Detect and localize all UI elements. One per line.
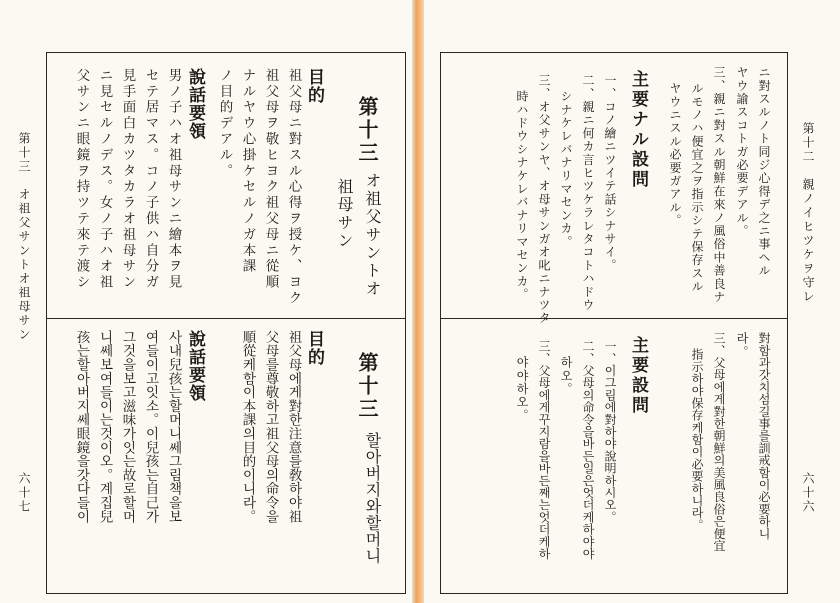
right-bottom-item3-line: 三、父母에게對한朝鮮의美風良俗은便宜 xyxy=(712,332,726,552)
right-margin-title: 第十二 親ノイヒツケヲ守レ xyxy=(801,122,815,304)
left-bottom-story-line: 孩는할아버지쎄眼鏡을갓다들이 xyxy=(73,330,90,524)
right-bottom-question-line: 一、이그림에對하야說明하시오。 xyxy=(603,340,617,523)
right-top-question-line: 一、コノ繪ニツイテ話シナサイ。 xyxy=(603,74,617,272)
left-top-story-heading: 說話要領 xyxy=(185,68,205,140)
left-bottom-story-heading: 說話要領 xyxy=(185,330,205,402)
right-top-question-line: 時ハドウシナケレバナリマセンカ。 xyxy=(515,90,529,302)
left-bottom-lesson-number: 第十三 xyxy=(355,352,379,421)
right-top-continuation-line: ニ對スルノト同ジ心得デ之ニ事ヘル xyxy=(757,66,771,278)
left-bottom-story-line: 니쎄보여들이는것이오。계집兒 xyxy=(96,330,113,524)
left-top-story-line: 男ノ子ハオ祖母サンニ繪本ヲ見 xyxy=(165,68,182,291)
right-bottom-question-line: 하오。 xyxy=(559,356,573,396)
left-top-lesson-title-2: 祖母サン xyxy=(335,178,354,250)
left-bottom-story-line: 여들이고잇소。이兒孩는自己가 xyxy=(142,330,159,524)
left-bottom-lesson-title: 할아버지와할머니 xyxy=(363,432,382,564)
right-page-divider xyxy=(440,318,788,319)
right-top-item3-line: ヤウニスル必要ガアル。 xyxy=(668,82,682,228)
right-bottom-questions-heading: 主要設問 xyxy=(628,336,648,416)
left-bottom-purpose-line: 順從케함이本課의目的이니라。 xyxy=(239,330,256,524)
left-page-number: 六十七 xyxy=(17,472,31,514)
right-bottom-question-line: 야야하오。 xyxy=(515,356,529,422)
right-top-question-line: シナケレバナリマセンカ。 xyxy=(559,90,573,249)
left-margin-title: 第十三 オ祖父サントオ祖母サン xyxy=(17,132,31,342)
left-bottom-purpose-line: 父母를尊敬하고祖父母의命令을 xyxy=(262,330,279,524)
left-top-story-line: ニ見セルノデス。女ノ子ハオ祖 xyxy=(96,68,113,291)
left-page-divider xyxy=(46,318,406,319)
right-top-question-line: 三、オ父サンヤ、オ母サンガオ叱ニナツタ xyxy=(537,74,551,325)
left-top-purpose-line: 祖父母ニ對スル心得ヲ授ケ、ヨク xyxy=(285,68,302,307)
right-top-item3-line: 三、親ニ對スル朝鮮在來ノ風俗中善良ナ xyxy=(712,66,726,304)
left-bottom-purpose-line: 祖父母에게對한注意를敎하야祖 xyxy=(285,330,302,524)
left-top-purpose-line: ノ目的デアル。 xyxy=(216,68,233,180)
left-top-purpose-line: ナルヤウ心掛ケセルノガ本課 xyxy=(239,68,256,275)
right-page-number: 六十六 xyxy=(801,472,815,514)
left-bottom-purpose-heading: 目的 xyxy=(304,330,324,366)
right-page xyxy=(424,0,840,603)
right-top-questions-heading: 主要ナル設問 xyxy=(628,70,648,190)
left-top-story-line: セテ居マス。コノ子供ハ自分ガ xyxy=(142,68,159,291)
left-top-lesson-number: 第十三 xyxy=(355,96,379,165)
left-top-story-line: 見手面白カツタカラオ祖母サン xyxy=(119,68,136,291)
right-bottom-question-line: 三、父母에게꾸지람을바든째는엇더케하 xyxy=(537,340,551,560)
left-bottom-story-line: 사내兒孩는할머니쎄그림책을보 xyxy=(165,330,182,524)
left-bottom-story-line: 그것을보고滋味가잇는故로할머 xyxy=(119,330,136,524)
left-top-purpose-heading: 目的 xyxy=(304,68,324,104)
right-top-item3-line: ルモノハ便宜之ヲ指示シテ保存スル xyxy=(690,82,704,294)
right-bottom-item3-line: 指示하야保存케함이必要하니라。 xyxy=(690,348,704,531)
right-top-continuation-line: ヤウ諭スコトガ必要デアル。 xyxy=(735,66,749,238)
left-top-lesson-title-1: オ祖父サントオ xyxy=(363,172,382,298)
left-top-purpose-line: 祖父母ヲ敬ヒヨク祖父母ニ從順 xyxy=(262,68,279,291)
right-bottom-continuation-line: 라。 xyxy=(735,332,749,359)
left-top-story-line: 父サンニ眼鏡ヲ持ツテ來テ渡シ xyxy=(73,68,90,291)
left-page xyxy=(0,0,414,603)
right-bottom-continuation-line: 對함과갓치섬길事를訓戒함이必要하니 xyxy=(757,332,771,540)
right-top-question-line: 二、親ニ何カ言ヒツケラレタコトハドウ xyxy=(581,74,595,312)
right-bottom-question-line: 二、父母의命令을바든일은엇더케하야야 xyxy=(581,340,595,560)
